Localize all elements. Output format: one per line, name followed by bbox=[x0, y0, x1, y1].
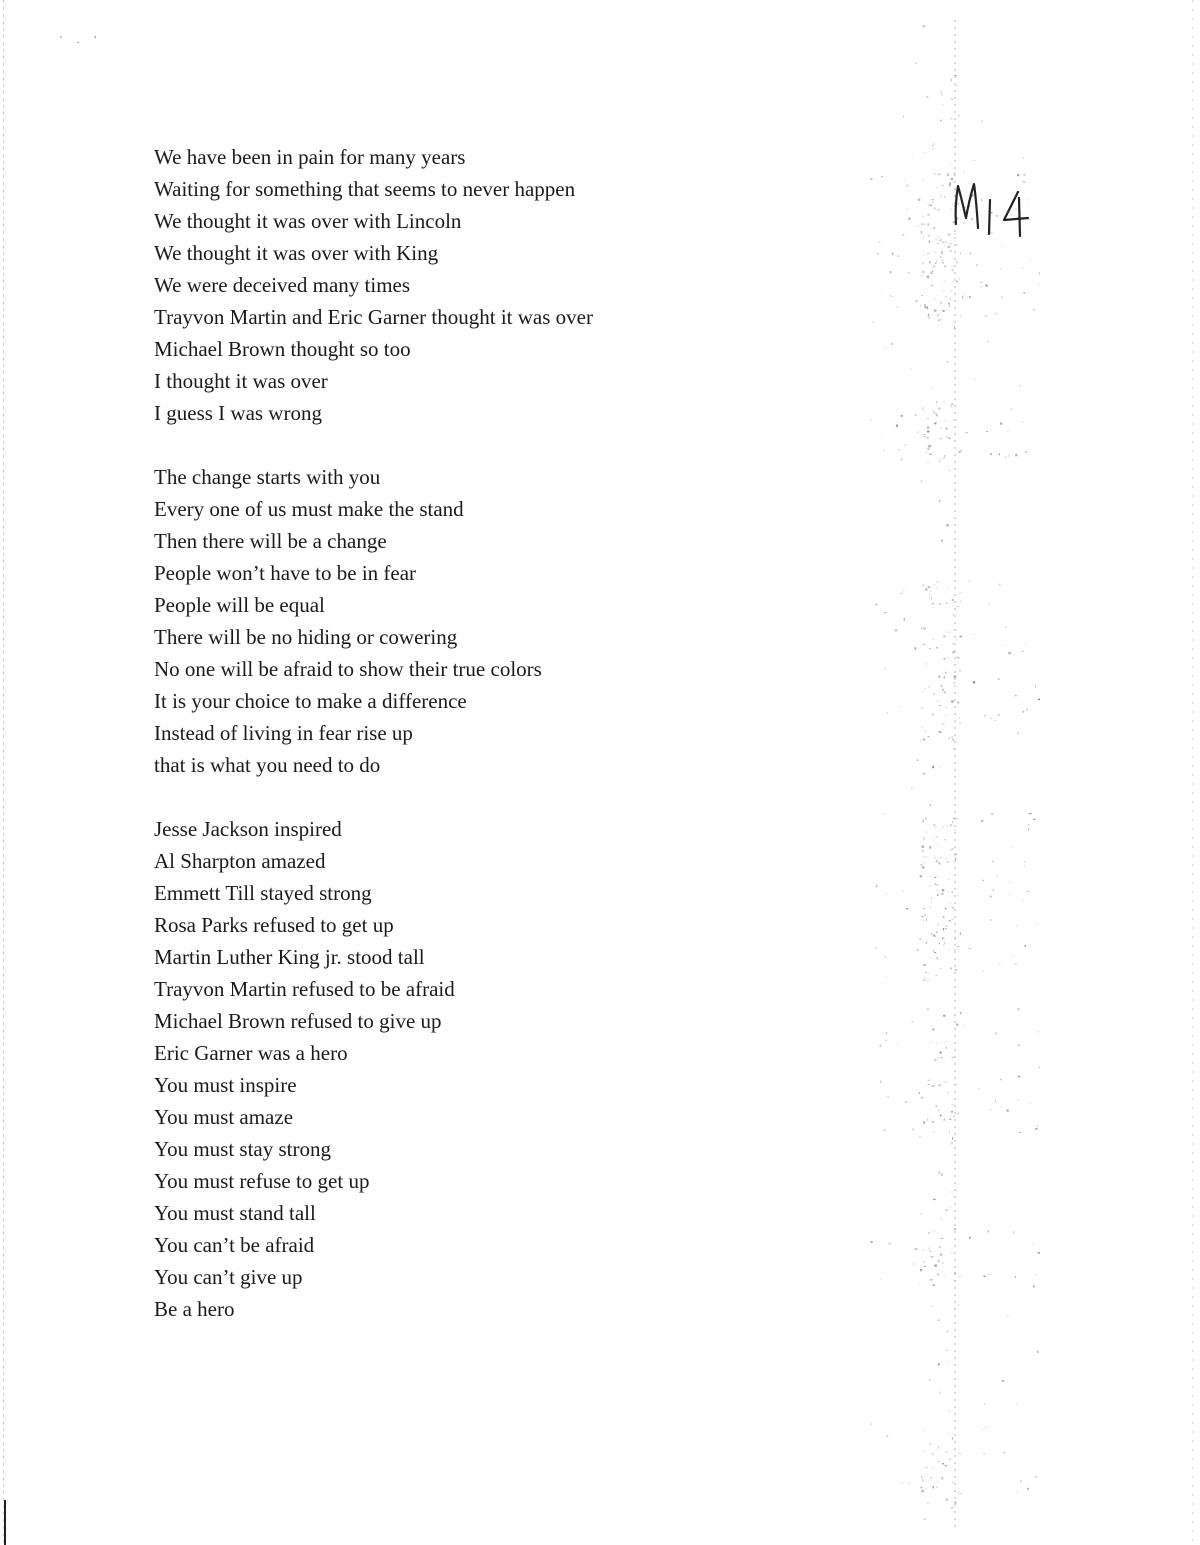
poem-line: We thought it was over with King bbox=[154, 241, 439, 265]
poem-line: I thought it was over bbox=[154, 369, 328, 393]
poem-line: Michael Brown thought so too bbox=[154, 337, 411, 361]
poem-line: You must stay strong bbox=[154, 1137, 331, 1161]
poem-line: that is what you need to do bbox=[154, 753, 381, 777]
scan-edge-mark bbox=[4, 1500, 6, 1545]
poem-line: We were deceived many times bbox=[154, 273, 411, 297]
poem-line: Trayvon Martin refused to be afraid bbox=[154, 977, 455, 1001]
corner-specks: ' . ' bbox=[60, 34, 103, 46]
stanza-3 bbox=[154, 813, 794, 1325]
poem-line: Then there will be a change bbox=[154, 529, 387, 553]
poem-line: Jesse Jackson inspired bbox=[154, 817, 342, 841]
scan-right-edge bbox=[1192, 0, 1193, 1545]
poem-line: Emmett Till stayed strong bbox=[154, 881, 372, 905]
handwritten-label-m14 bbox=[952, 176, 1032, 256]
stanza-2 bbox=[154, 461, 794, 781]
poem-line: No one will be afraid to show their true colors bbox=[154, 657, 542, 681]
poem-line: We have been in pain for many years bbox=[154, 145, 466, 169]
poem-line: Eric Garner was a hero bbox=[154, 1041, 348, 1065]
poem-line: Rosa Parks refused to get up bbox=[154, 913, 394, 937]
poem-line: The change starts with you bbox=[154, 465, 381, 489]
stanza-1 bbox=[154, 141, 794, 429]
poem-line: Michael Brown refused to give up bbox=[154, 1009, 442, 1033]
poem-line: It is your choice to make a difference bbox=[154, 689, 467, 713]
poem-line: I guess I was wrong bbox=[154, 401, 322, 425]
poem-line: Be a hero bbox=[154, 1297, 235, 1321]
poem-line: Every one of us must make the stand bbox=[154, 497, 464, 521]
poem-line: People will be equal bbox=[154, 593, 325, 617]
poem-line: There will be no hiding or cowering bbox=[154, 625, 458, 649]
scan-left-edge bbox=[3, 0, 4, 1545]
poem-body bbox=[154, 141, 794, 1357]
poem-line: You must inspire bbox=[154, 1073, 297, 1097]
poem-line: You must refuse to get up bbox=[154, 1169, 370, 1193]
poem-line: People won’t have to be in fear bbox=[154, 561, 417, 585]
poem-line: Martin Luther King jr. stood tall bbox=[154, 945, 425, 969]
poem-line: Waiting for something that seems to never happen bbox=[154, 177, 576, 201]
poem-line: Trayvon Martin and Eric Garner thought it was over bbox=[154, 305, 593, 329]
poem-line: Al Sharpton amazed bbox=[154, 849, 326, 873]
poem-line: Instead of living in fear rise up bbox=[154, 721, 413, 745]
poem-line: You must amaze bbox=[154, 1105, 294, 1129]
poem-line: You must stand tall bbox=[154, 1201, 316, 1225]
poem-line: You can’t be afraid bbox=[154, 1233, 315, 1257]
poem-line: We thought it was over with Lincoln bbox=[154, 209, 462, 233]
poem-line: You can’t give up bbox=[154, 1265, 303, 1289]
